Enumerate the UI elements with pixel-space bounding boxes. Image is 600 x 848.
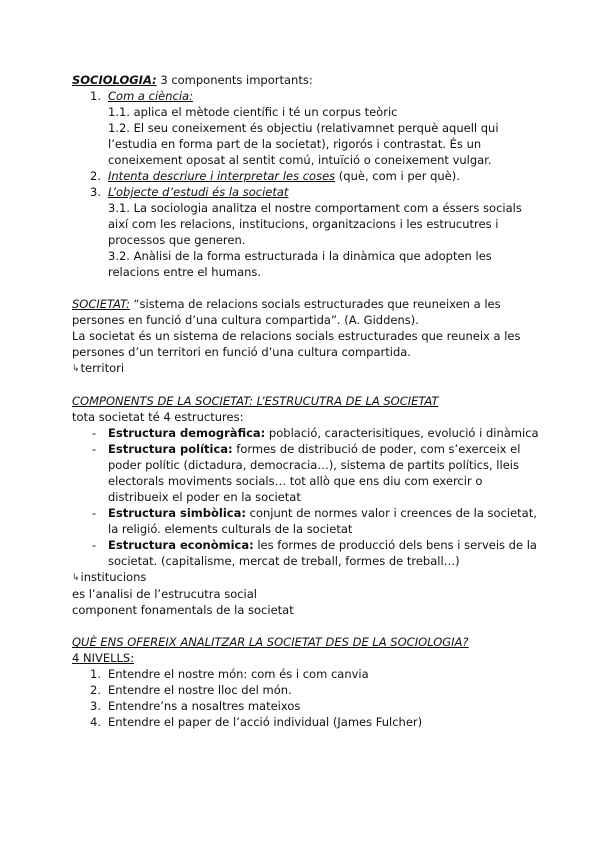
sub-item: 1.2. El seu coneixement és objectiu (relativamnet perquè aquell qui l’estudia en forma part de la societat), rigorós i contrastat. És un coneixement oposat al sentit comú, intuïció o coneixement vulgar. <box>108 121 499 167</box>
sociologia-list <box>72 88 542 280</box>
components-section <box>72 393 542 618</box>
components-note-1: es l’analisi de l’estrucutra social <box>72 587 257 601</box>
sociologia-section <box>72 72 542 280</box>
dash-marker: - <box>92 506 97 520</box>
component-desc: formes de distribució de poder, com s’exerceix el poder polític (dictadura, democracia…), sistema de partits polítics, lleis electorals moviments socials… tot allò que ens diu com exercir o distribueix el poder en la societat <box>108 442 521 504</box>
levels-list <box>72 666 542 730</box>
components-arrow-line <box>72 569 542 586</box>
components-arrow-note: institucions <box>80 570 147 584</box>
arrow-icon: ↳ <box>72 573 80 583</box>
sub-item: 3.1. La sociologia analitza el nostre comportament com a éssers socials així com les relacions, institucions, organitzacions i les estrucutres i processos que generen. <box>108 201 522 247</box>
components-intro: tota societat té 4 estructures: <box>72 410 244 424</box>
document-page <box>72 72 542 730</box>
level-text: Entendre el paper de l’acció individual (James Fulcher) <box>108 715 423 729</box>
arrow-icon: ↳ <box>72 364 80 374</box>
components-note-2: component fonamentals de la societat <box>72 603 294 617</box>
dash-marker: - <box>92 538 97 552</box>
sociologia-heading: SOCIOLOGIA: <box>72 73 157 87</box>
societat-heading: SOCIETAT: <box>72 297 130 311</box>
sociologia-title-line <box>72 72 542 88</box>
level-item <box>72 698 542 714</box>
dash-marker: - <box>92 442 97 456</box>
spacer <box>72 377 542 393</box>
level-item <box>72 682 542 698</box>
level-item <box>72 714 542 730</box>
components-heading: COMPONENTS DE LA SOCIETAT: L’ESTRUCUTRA DE LA SOCIETAT <box>72 394 439 408</box>
component-term: Estructura política: <box>108 442 233 456</box>
level-text: Entendre el nostre lloc del món. <box>108 683 292 697</box>
level-item <box>72 666 542 682</box>
sub-item: 1.1. aplica el mètode científic i té un corpus teòric <box>108 105 398 119</box>
societat-section <box>72 296 542 377</box>
component-desc: conjunt de normes valor i creences de la societat, la religió. elements culturals de la societat <box>108 506 537 536</box>
level-text: Entendre el nostre món: com és i com canvia <box>108 667 369 681</box>
item-number: 2. <box>90 169 101 183</box>
sociologia-item-1 <box>72 88 542 168</box>
sociologia-item-3 <box>72 184 542 280</box>
ofereix-section <box>72 634 542 730</box>
component-desc: les formes de producció dels bens i serveis de la societat. (capitalisme, mercat de treball, formes de treball…) <box>108 538 537 568</box>
level-text: Entendre’ns a nosaltres mateixos <box>108 699 301 713</box>
ofereix-heading: QUÈ ENS OFEREIX ANALITZAR LA SOCIETAT DES DE LA SOCIOLOGIA? <box>72 635 469 649</box>
ofereix-subheading: 4 NIVELLS: <box>72 651 135 665</box>
item-title: Intenta descriure i interpretar les coses <box>108 169 336 183</box>
societat-arrow-note: territori <box>80 361 125 375</box>
societat-definition: La societat és un sistema de relacions socials estructurades que reuneix a les persones d’un territori en funció d’una cultura compartida. <box>72 329 521 359</box>
sociologia-intro: 3 components importants: <box>156 73 313 87</box>
components-list <box>72 425 542 569</box>
sociologia-item-2 <box>72 168 542 184</box>
item-number: 3. <box>90 185 101 199</box>
item-number: 1. <box>90 89 101 103</box>
societat-arrow-line <box>72 360 542 377</box>
component-term: Estructura demogràfica: <box>108 426 266 440</box>
level-number: 2. <box>90 683 101 697</box>
level-number: 3. <box>90 699 101 713</box>
item-title: L’objecte d’estudi és la societat <box>108 185 289 199</box>
component-term: Estructura econòmica: <box>108 538 254 552</box>
component-item <box>72 425 542 441</box>
component-desc: població, caracterisitiques, evolució i dinàmica <box>265 426 539 440</box>
item-title: Com a ciència: <box>108 89 193 103</box>
societat-quote: “sistema de relacions socials estructurades que reuneixen a les persones en funció d’una cultura compartida”. (A. Giddens). <box>72 297 501 327</box>
component-item <box>72 537 542 569</box>
level-number: 4. <box>90 715 101 729</box>
item-title-suffix: (què, com i per què). <box>335 169 460 183</box>
sub-item: 3.2. Anàlisi de la forma estructurada i la dinàmica que adopten les relacions entre el humans. <box>108 249 492 279</box>
spacer <box>72 618 542 634</box>
component-term: Estructura simbòlica: <box>108 506 246 520</box>
spacer <box>72 280 542 296</box>
level-number: 1. <box>90 667 101 681</box>
societat-quote-line <box>72 296 542 328</box>
dash-marker: - <box>92 426 97 440</box>
component-item <box>72 505 542 537</box>
component-item <box>72 441 542 505</box>
